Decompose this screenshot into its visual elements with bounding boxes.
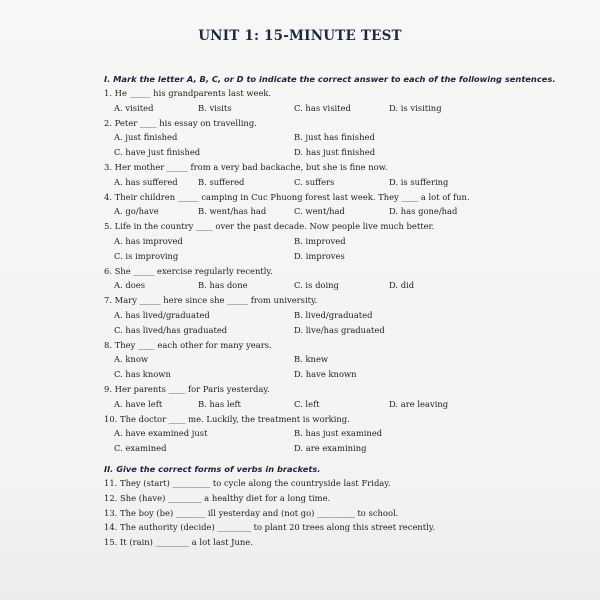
answer-options bbox=[104, 308, 544, 323]
answer-option-c: C. is doing bbox=[294, 280, 339, 291]
answer-option-b: B. knew bbox=[294, 354, 329, 365]
verb-exercise-item: 12. She (have) ________ a healthy diet for a long time. bbox=[104, 492, 331, 503]
answer-option-b: B. improved bbox=[294, 235, 346, 246]
question-text: 10. The doctor ____ me. Luckily, the treatment is working. bbox=[104, 413, 350, 424]
answer-options bbox=[104, 234, 544, 249]
test-content bbox=[104, 72, 556, 550]
question-text: 3. Her mother _____ from a very bad backache, but she is fine now. bbox=[104, 161, 388, 172]
answer-options bbox=[104, 323, 544, 338]
answer-option-a: A. go/have bbox=[114, 206, 159, 217]
answer-option-a: A. just finished bbox=[114, 132, 178, 143]
answer-options bbox=[104, 426, 544, 441]
answer-option-a: A. has suffered bbox=[114, 176, 178, 187]
question-text: 1. He _____ his grandparents last week. bbox=[104, 88, 272, 98]
answer-option-c: C. left bbox=[294, 398, 320, 409]
answer-options bbox=[104, 130, 544, 145]
question-list bbox=[104, 86, 544, 456]
answer-options bbox=[104, 352, 544, 367]
answer-option-b: B. visits bbox=[198, 102, 232, 113]
question-text: 8. They ____ each other for many years. bbox=[104, 339, 272, 350]
answer-option-a: A. visited bbox=[114, 102, 154, 113]
page-title: UNIT 1: 15-MINUTE TEST bbox=[198, 28, 402, 44]
answer-options bbox=[104, 367, 544, 382]
question-text: 9. Her parents ____ for Paris yesterday. bbox=[104, 383, 270, 394]
answer-option-c: C. has known bbox=[114, 369, 171, 380]
verb-exercise-list bbox=[104, 476, 544, 550]
answer-option-a: A. have examined just bbox=[114, 428, 208, 439]
verb-exercise-item: 14. The authority (decide) ________ to plant 20 trees along this street recently. bbox=[104, 522, 436, 533]
answer-option-c: C. suffers bbox=[294, 176, 335, 187]
answer-option-d: D. did bbox=[389, 280, 415, 291]
question-text: 6. She _____ exercise regularly recently. bbox=[104, 265, 273, 276]
answer-option-d: D. improves bbox=[294, 250, 345, 261]
answer-option-a: A. know bbox=[114, 354, 149, 365]
answer-options bbox=[104, 204, 544, 219]
answer-options bbox=[104, 175, 544, 190]
question-text: 2. Peter ____ his essay on travelling. bbox=[104, 117, 257, 128]
answer-option-b: B. has just examined bbox=[294, 428, 383, 439]
answer-option-c: C. is improving bbox=[114, 250, 179, 261]
answer-option-b: B. went/has had bbox=[198, 206, 267, 217]
question-text: 5. Life in the country ____ over the past decade. Now people live much better. bbox=[104, 221, 435, 232]
answer-option-a: A. have left bbox=[114, 398, 163, 409]
answer-option-d: D. are leaving bbox=[389, 398, 449, 409]
answer-option-d: D. has gone/had bbox=[389, 206, 458, 217]
answer-option-c: C. has visited bbox=[294, 102, 351, 113]
answer-option-b: B. just has finished bbox=[294, 132, 375, 143]
answer-options bbox=[104, 441, 544, 456]
answer-option-c: C. went/had bbox=[294, 206, 345, 217]
verb-exercise-item: 13. The boy (be) _______ ill yesterday and (not go) _________ to school. bbox=[104, 507, 399, 518]
answer-option-a: A. has lived/graduated bbox=[114, 309, 210, 320]
answer-option-c: C. examined bbox=[114, 443, 167, 454]
answer-option-c: C. has lived/has graduated bbox=[114, 324, 228, 335]
answer-option-c: C. have just finished bbox=[114, 147, 201, 158]
verb-exercise-item: 11. They (start) _________ to cycle along the countryside last Friday. bbox=[104, 477, 391, 488]
answer-option-b: B. suffered bbox=[198, 176, 245, 187]
answer-option-b: B. has done bbox=[198, 280, 248, 291]
answer-options bbox=[104, 397, 544, 412]
answer-option-d: D. is visiting bbox=[389, 102, 442, 113]
answer-option-d: D. live/has graduated bbox=[294, 324, 385, 335]
question-text: 4. Their children _____ camping in Cuc Phuong forest last week. They ____ a lot of fun. bbox=[104, 191, 470, 202]
answer-option-d: D. have known bbox=[294, 369, 357, 380]
answer-option-b: B. has left bbox=[198, 398, 241, 409]
answer-options bbox=[104, 278, 544, 293]
section-1-heading: I. Mark the letter A, B, C, or D to indicate the correct answer to each of the following sentences. bbox=[104, 74, 556, 84]
answer-option-b: B. lived/graduated bbox=[294, 309, 373, 320]
page-bottom-shade bbox=[0, 560, 600, 600]
answer-option-d: D. are examining bbox=[294, 443, 367, 454]
answer-options bbox=[104, 249, 544, 264]
answer-option-d: D. is suffering bbox=[389, 176, 449, 187]
answer-options bbox=[104, 101, 544, 116]
answer-option-a: A. has improved bbox=[114, 235, 183, 246]
question-text: 7. Mary _____ here since she _____ from university. bbox=[104, 295, 318, 306]
answer-options bbox=[104, 145, 544, 160]
answer-option-d: D. has just finished bbox=[294, 147, 376, 158]
section-2-heading: II. Give the correct forms of verbs in brackets. bbox=[104, 463, 321, 474]
answer-option-a: A. does bbox=[114, 280, 146, 291]
verb-exercise-item: 15. It (rain) ________ a lot last June. bbox=[104, 537, 253, 548]
